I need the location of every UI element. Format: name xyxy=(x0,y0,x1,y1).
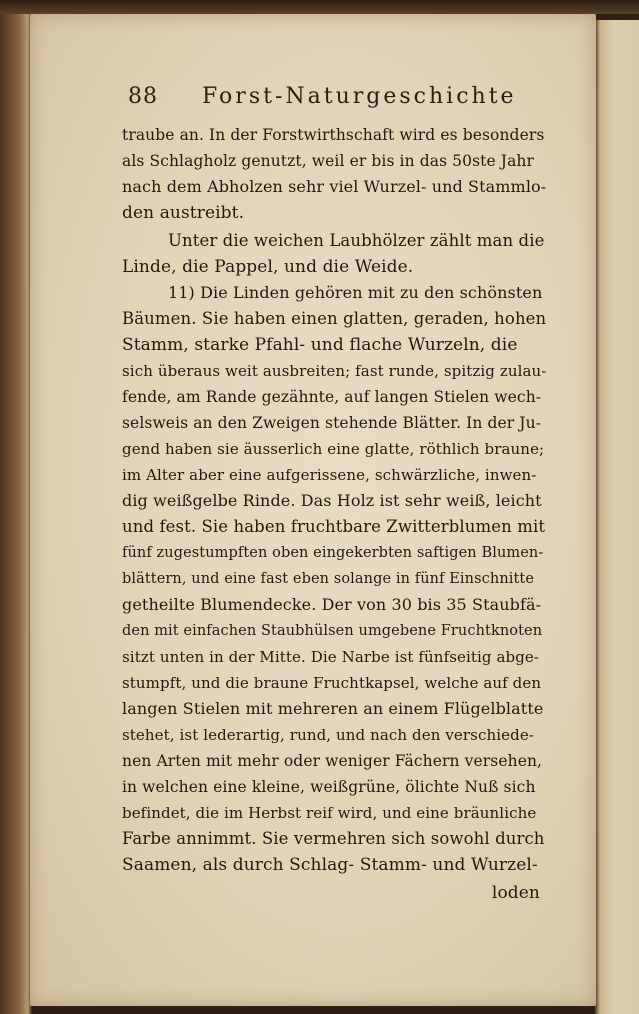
text-line: langen Stielen mit mehreren an einem Flügelblatte xyxy=(122,699,544,718)
text-line: in welchen eine kleine, weißgrüne, ölichte Nuß sich xyxy=(122,778,536,796)
text-line: im Alter aber eine aufgerissene, schwärzliche, inwen- xyxy=(122,466,537,484)
text-line: sitzt unten in der Mitte. Die Narbe ist fünfseitig abge- xyxy=(122,648,540,666)
text-line: als Schlagholz genutzt, weil er bis in das 50ste Jahr xyxy=(122,152,535,170)
text-line: selsweis an den Zweigen stehende Blätter. In der Ju- xyxy=(122,414,542,432)
text-line: nach dem Abholzen sehr viel Wurzel- und Stammlo- xyxy=(122,177,547,196)
text-line: stumpft, und die braune Fruchtkapsel, welche auf den xyxy=(122,674,542,692)
text-line: den mit einfachen Staubhülsen umgebene Fruchtknoten xyxy=(122,623,543,639)
text-line: sich überaus weit ausbreiten; fast runde, spitzig zulau- xyxy=(122,362,547,380)
paragraph-start-line: Unter die weichen Laubhölzer zählt man die xyxy=(168,231,545,250)
facing-page-edge xyxy=(594,20,639,1014)
book-top-edge xyxy=(0,0,639,14)
text-line: traube an. In der Forstwirthschaft wird es besonders xyxy=(122,126,545,144)
text-line: befindet, die im Herbst reif wird, und eine bräunliche xyxy=(122,804,537,822)
text-line: Bäumen. Sie haben einen glatten, geraden, hohen xyxy=(122,309,547,328)
text-line: Farbe annimmt. Sie vermehren sich sowohl durch xyxy=(122,829,545,848)
running-title: Forst-Naturgeschichte xyxy=(202,84,517,109)
text-line: nen Arten mit mehr oder weniger Fächern versehen, xyxy=(122,752,543,770)
text-line: Stamm, starke Pfahl- und flache Wurzeln, die xyxy=(122,335,518,355)
section-11-heading-line: 11) Die Linden gehören mit zu den schönsten xyxy=(168,283,543,302)
text-line: Linde, die Pappel, und die Weide. xyxy=(122,257,414,277)
text-line: fende, am Rande gezähnte, auf langen Stielen wech- xyxy=(122,388,542,406)
text-line: gend haben sie äusserlich eine glatte, röthlich braune; xyxy=(122,440,545,458)
text-line: dig weißgelbe Rinde. Das Holz ist sehr weiß, leicht xyxy=(122,491,542,510)
text-line: blättern, und eine fast eben solange in fünf Einschnitte xyxy=(122,571,535,587)
catchword: loden xyxy=(491,883,540,903)
text-line: stehet, ist lederartig, rund, und nach den verschiede- xyxy=(122,726,534,744)
text-line: und fest. Sie haben fruchtbare Zwitterblumen mit xyxy=(122,517,546,536)
page-header xyxy=(128,84,548,114)
text-line: getheilte Blumendecke. Der von 30 bis 35 Staubfä- xyxy=(122,595,542,614)
page-number: 88 xyxy=(128,84,158,109)
text-line: den austreibt. xyxy=(122,203,245,223)
text-line: fünf zugestumpften oben eingekerbten saftigen Blumen- xyxy=(122,545,544,561)
text-line: Saamen, als durch Schlag- Stamm- und Wurzel- xyxy=(122,855,538,875)
